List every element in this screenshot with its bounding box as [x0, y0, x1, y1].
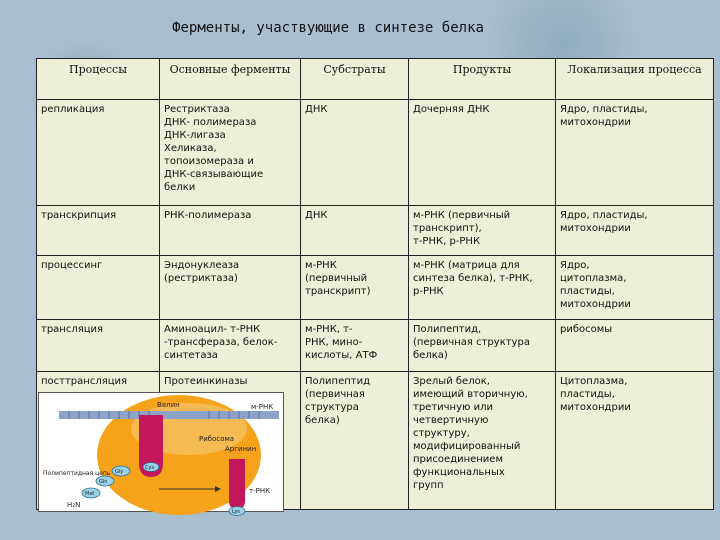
- table-cell: транскрипция: [37, 206, 160, 256]
- header-localization: Локализация процесса: [556, 59, 714, 100]
- table-cell: трансляция: [37, 320, 160, 372]
- label-h2n: H₂N: [67, 501, 81, 509]
- table-cell: м-РНК (первичный транскрипт): [301, 256, 409, 320]
- table-cell: м-РНК (матрица для синтеза белка), т-РНК, р-РНК: [409, 256, 556, 320]
- label-met: Met: [85, 491, 95, 497]
- table-cell: Дочерняя ДНК: [409, 100, 556, 206]
- table-cell: Ядро, пластиды, митохондрии: [556, 206, 714, 256]
- table-cell: Зрелый белок, имеющий вторичную, третичную или четвертичную структуру, модифицированный присоединением функциональных групп: [409, 372, 556, 510]
- table-cell: ДНК: [301, 206, 409, 256]
- table-cell: РНК-полимераза: [160, 206, 301, 256]
- table-row: [37, 206, 714, 256]
- table-row: [37, 320, 714, 372]
- mrna-strand: [59, 411, 279, 419]
- header-substrates: Субстраты: [301, 59, 409, 100]
- table-row: [37, 100, 714, 206]
- table-cell: Ядро, цитоплазма, пластиды, митохондрии: [556, 256, 714, 320]
- table-cell: Полипептид (первичная структура белка): [301, 372, 409, 510]
- label-arginine: Аргинин: [225, 445, 257, 453]
- label-valin: Валин: [157, 401, 180, 409]
- header-enzymes: Основные ферменты: [160, 59, 301, 100]
- table-cell: репликация: [37, 100, 160, 206]
- table-cell: ДНК: [301, 100, 409, 206]
- table-cell: Цитоплазма, пластиды, митохондрии: [556, 372, 714, 510]
- table-cell: рибосомы: [556, 320, 714, 372]
- table-cell: Протеинкиназы: [160, 372, 301, 510]
- label-trna: т-РНК: [249, 487, 271, 495]
- page-title: Ферменты, участвующие в синтезе белка: [172, 20, 484, 36]
- header-processes: Процессы: [37, 59, 160, 100]
- table-row: [37, 256, 714, 320]
- trna-shape-right: [229, 459, 245, 509]
- table-cell: процессинг: [37, 256, 160, 320]
- label-lys: Lys: [232, 509, 240, 515]
- label-mrna: м-РНК: [251, 403, 274, 411]
- header-products: Продукты: [409, 59, 556, 100]
- table-cell: Полипептид, (первичная структура белка): [409, 320, 556, 372]
- table-cell: м-РНК, т- РНК, мино- кислоты, АТФ: [301, 320, 409, 372]
- table-cell: м-РНК (первичный транскрипт), т-РНК, р-РНК: [409, 206, 556, 256]
- table-cell: Эндонуклеаза (рестриктаза): [160, 256, 301, 320]
- label-ribosome: Рибосома: [199, 435, 235, 443]
- table-cell: посттрансляция: [37, 372, 160, 510]
- table-cell: Рестриктаза ДНК- полимераза ДНК-лигаза Хеликаза, топоизомераза и ДНК-связывающие белки: [160, 100, 301, 206]
- table-header-row: [37, 59, 714, 100]
- label-cys: Cys: [145, 465, 155, 471]
- table-cell: Ядро, пластиды, митохондрии: [556, 100, 714, 206]
- label-gln: Gln: [99, 479, 108, 485]
- ribosome-diagram: [39, 393, 283, 515]
- label-gly: Gly: [115, 469, 124, 475]
- translation-illustration: [38, 392, 284, 515]
- label-growing-chain: Полипептидная цепь: [43, 470, 111, 477]
- table-cell: Аминоацил- т-РНК -трансфераза, белок- синтетаза: [160, 320, 301, 372]
